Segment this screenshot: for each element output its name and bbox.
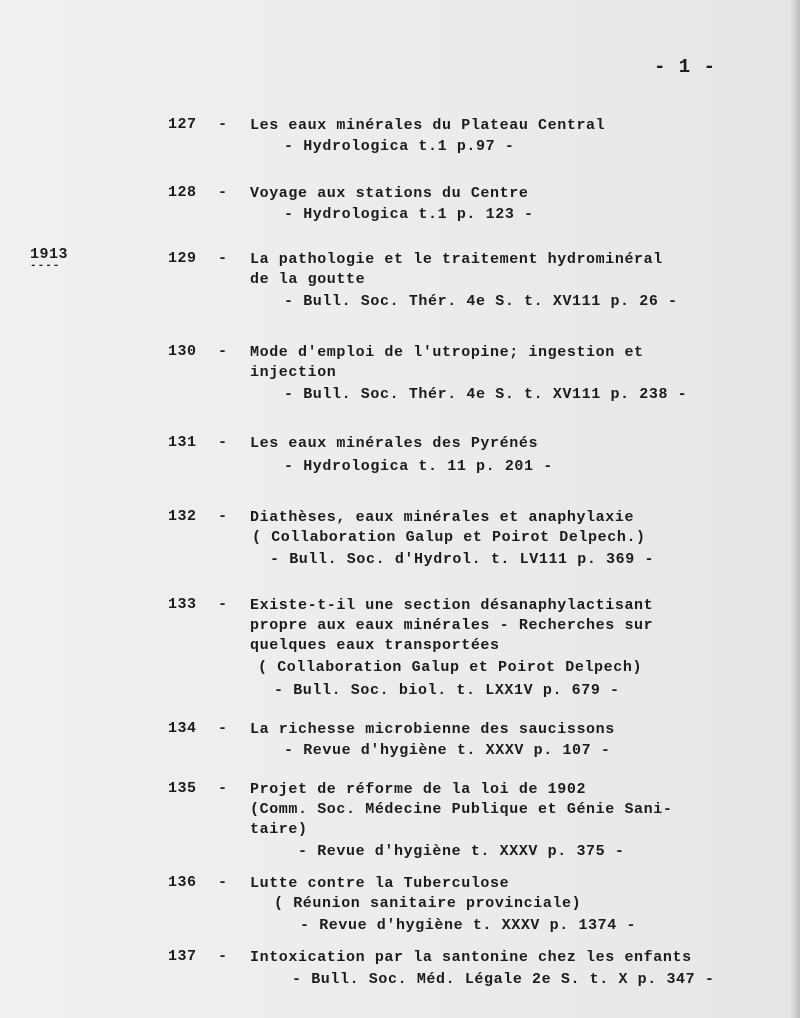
entry-title-line: La richesse microbienne des saucissons (250, 721, 615, 738)
entry-dash: - (218, 116, 228, 133)
entry-citation: - Revue d'hygiène t. XXXV p. 107 - (284, 742, 611, 759)
entry-dash: - (218, 508, 228, 525)
entry-citation: - Hydrologica t. 11 p. 201 - (284, 458, 553, 475)
entry-dash: - (218, 874, 228, 891)
entry-title-line: propre aux eaux minérales - Recherches sur (250, 617, 654, 634)
entry-dash: - (218, 596, 228, 613)
entry-citation: - Revue d'hygiène t. XXXV p. 375 - (298, 843, 625, 860)
entry-collaboration: ( Collaboration Galup et Poirot Delpech.) (252, 529, 646, 546)
entry-number: 131 (168, 434, 197, 451)
entry-title-line: Les eaux minérales du Plateau Central (250, 117, 606, 134)
entry-title-line: Diathèses, eaux minérales et anaphylaxie (250, 509, 635, 526)
entry-title-line: Les eaux minérales des Pyrénés (250, 435, 539, 452)
entry-number: 130 (168, 343, 197, 360)
entry-citation: - Revue d'hygiène t. XXXV p. 1374 - (300, 917, 637, 934)
entry-dash: - (218, 184, 228, 201)
entry-title-line: de la goutte (250, 271, 366, 288)
entry-dash: - (218, 948, 228, 965)
entry-number: 129 (168, 250, 197, 267)
entry-title-line: Mode d'emploi de l'utropine; ingestion et (250, 344, 644, 361)
entry-title-line: Voyage aux stations du Centre (250, 185, 529, 202)
entry-citation: - Bull. Soc. Thér. 4e S. t. XV111 p. 26 - (284, 293, 678, 310)
entry-dash: - (218, 780, 228, 797)
entry-citation: - Bull. Soc. Thér. 4e S. t. XV111 p. 238 - (284, 386, 688, 403)
entry-collaboration: ( Collaboration Galup et Poirot Delpech) (258, 659, 643, 676)
entry-title-line: (Comm. Soc. Médecine Publique et Génie Sani- (250, 801, 673, 818)
entry-title-line: Lutte contre la Tuberculose (250, 875, 510, 892)
entry-title-line: quelques eaux transportées (250, 637, 500, 654)
entry-number: 132 (168, 508, 197, 525)
entry-title-line: Existe-t-il une section désanaphylactisant (250, 597, 654, 614)
entry-title-line: taire) (250, 821, 308, 838)
entry-title-line: Intoxication par la santonine chez les enfants (250, 949, 692, 966)
entry-number: 136 (168, 874, 197, 891)
entry-citation: - Hydrologica t.1 p.97 - (284, 138, 515, 155)
page-number: - 1 - (654, 56, 717, 78)
entry-citation: - Bull. Soc. d'Hydrol. t. LV111 p. 369 - (270, 551, 655, 568)
entry-citation: - Bull. Soc. biol. t. LXX1V p. 679 - (274, 682, 620, 699)
entry-number: 133 (168, 596, 197, 613)
margin-year-underline: ---- (30, 260, 61, 272)
entry-dash: - (218, 343, 228, 360)
margin-year-label: 1913 (30, 246, 69, 263)
entry-number: 137 (168, 948, 197, 965)
entry-number: 134 (168, 720, 197, 737)
entry-dash: - (218, 250, 228, 267)
entry-citation: - Bull. Soc. Méd. Légale 2e S. t. X p. 347 - (292, 971, 715, 988)
entry-title-line: injection (250, 364, 337, 381)
entry-collaboration: ( Réunion sanitaire provinciale) (274, 895, 582, 912)
entry-dash: - (218, 434, 228, 451)
entry-dash: - (218, 720, 228, 737)
margin-year (30, 246, 69, 272)
page-edge-shadow (790, 0, 800, 1018)
entry-title-line: La pathologie et le traitement hydrominéral (250, 251, 663, 268)
entry-title-line: Projet de réforme de la loi de 1902 (250, 781, 587, 798)
entry-number: 135 (168, 780, 197, 797)
entry-number: 128 (168, 184, 197, 201)
entry-number: 127 (168, 116, 197, 133)
entry-citation: - Hydrologica t.1 p. 123 - (284, 206, 534, 223)
